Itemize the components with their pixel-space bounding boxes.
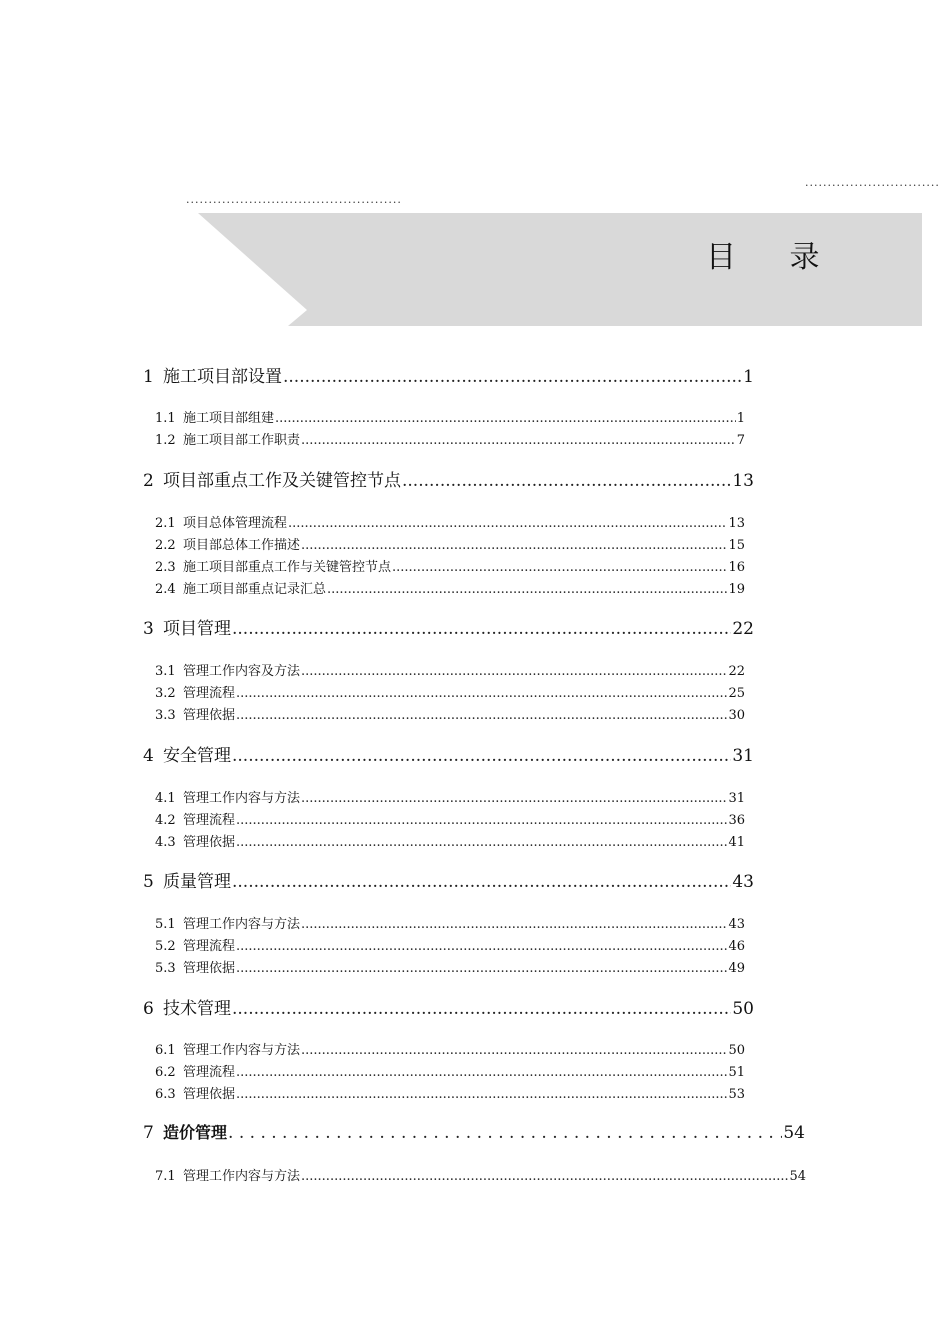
- toc-entry-4-2[interactable]: [155, 809, 745, 828]
- toc-entry-2[interactable]: [143, 466, 754, 491]
- toc-entry-2-3[interactable]: [155, 556, 745, 575]
- toc-page: 13: [732, 471, 754, 491]
- toc-entry-3-1[interactable]: [155, 660, 745, 679]
- toc-number: 3.3: [155, 708, 176, 723]
- toc-label: 施工项目部设置: [163, 367, 282, 387]
- toc-label: 管理依据: [183, 961, 236, 976]
- toc-entry-1-1[interactable]: [155, 407, 745, 426]
- toc-page: 51: [728, 1065, 745, 1080]
- toc-page: 46: [728, 939, 745, 954]
- toc-label: 管理工作内容与方法: [183, 1043, 301, 1058]
- toc-number: 5.2: [155, 939, 176, 954]
- toc-page: 36: [728, 813, 745, 828]
- toc-entry-7[interactable]: [143, 1120, 805, 1143]
- toc-leader: [236, 835, 727, 850]
- toc-leader: [236, 708, 727, 723]
- toc-entry-6-2[interactable]: [155, 1061, 745, 1080]
- toc-entry-6-1[interactable]: [155, 1039, 745, 1058]
- toc-page: 31: [728, 791, 745, 806]
- toc-leader: [236, 961, 727, 976]
- toc-number: 4.2: [155, 813, 176, 828]
- toc-number: 2.3: [155, 560, 176, 575]
- toc-number: 2.2: [155, 538, 176, 553]
- toc-label: 项目管理: [163, 619, 231, 639]
- toc-page: 54: [789, 1169, 806, 1184]
- toc-label: 施工项目部工作职责: [183, 433, 301, 448]
- toc-number: 5: [143, 872, 154, 892]
- toc-leader: [236, 939, 727, 954]
- toc-label: 管理工作内容与方法: [183, 917, 301, 932]
- toc-label: 施工项目部组建: [183, 411, 275, 426]
- toc-label: 项目部重点工作及关键管控节点: [163, 471, 401, 491]
- toc-page: 31: [732, 746, 754, 766]
- toc-page: 43: [728, 917, 745, 932]
- toc-leader: [402, 471, 731, 491]
- toc-entry-5-2[interactable]: [155, 935, 745, 954]
- toc-leader: [301, 917, 727, 932]
- toc-page: 54: [783, 1123, 805, 1143]
- toc-page: 49: [728, 961, 745, 976]
- toc-page: 41: [728, 835, 745, 850]
- toc-number: 5.3: [155, 961, 176, 976]
- page-title: 目 录: [706, 240, 842, 275]
- toc-number: 6.2: [155, 1065, 176, 1080]
- toc-leader: [236, 1065, 727, 1080]
- toc-number: 2.4: [155, 582, 176, 597]
- toc-number: 3.1: [155, 664, 176, 679]
- toc-page: 1: [736, 411, 745, 426]
- toc-page: 53: [728, 1087, 745, 1102]
- toc-label: 管理依据: [183, 835, 236, 850]
- toc-leader: [228, 1123, 782, 1143]
- toc-leader: [392, 560, 727, 575]
- toc-leader: [301, 791, 727, 806]
- toc-page: 1: [743, 367, 754, 387]
- toc-leader: [232, 999, 731, 1019]
- toc-entry-6[interactable]: [143, 994, 754, 1019]
- toc-leader: [232, 746, 731, 766]
- toc-label: 施工项目部重点记录汇总: [183, 582, 327, 597]
- toc-leader: [232, 619, 731, 639]
- toc-entry-5[interactable]: [143, 867, 754, 892]
- toc-page: 30: [728, 708, 745, 723]
- header-dots-left: ................................................: [186, 193, 402, 206]
- toc-number: 4.1: [155, 791, 176, 806]
- toc-page: 13: [728, 516, 745, 531]
- toc-entry-4[interactable]: [143, 741, 754, 766]
- toc-number: 3: [143, 619, 154, 639]
- toc-label: 安全管理: [163, 746, 231, 766]
- toc-label: 管理流程: [183, 939, 236, 954]
- toc-number: 4: [143, 746, 154, 766]
- toc-entry-2-2[interactable]: [155, 534, 745, 553]
- toc-page: 22: [728, 664, 745, 679]
- toc-entry-7-1[interactable]: [155, 1165, 806, 1184]
- toc-leader: [301, 538, 727, 553]
- toc-page: 25: [728, 686, 745, 701]
- toc-label: 管理流程: [183, 1065, 236, 1080]
- toc-number: 2: [143, 471, 154, 491]
- toc-label: 管理依据: [183, 1087, 236, 1102]
- toc-number: 1: [143, 367, 154, 387]
- toc-leader: [236, 1087, 727, 1102]
- toc-label: 管理工作内容及方法: [183, 664, 301, 679]
- toc-entry-3-3[interactable]: [155, 704, 745, 723]
- toc-number: 2.1: [155, 516, 176, 531]
- toc-number: 1.1: [155, 411, 176, 426]
- toc-page: 43: [732, 872, 754, 892]
- toc-label: 管理流程: [183, 686, 236, 701]
- toc-leader: [301, 1169, 788, 1184]
- toc-page: 16: [728, 560, 745, 575]
- toc-number: 3.2: [155, 686, 176, 701]
- toc-number: 7: [143, 1123, 154, 1143]
- toc-label: 造价管理: [163, 1123, 228, 1142]
- toc-number: 6.1: [155, 1043, 176, 1058]
- toc-leader: [288, 516, 727, 531]
- toc-entry-5-1[interactable]: [155, 913, 745, 932]
- toc-entry-3-2[interactable]: [155, 682, 745, 701]
- toc-label: 项目总体管理流程: [183, 516, 288, 531]
- toc-entry-6-3[interactable]: [155, 1083, 745, 1102]
- toc-label: 管理流程: [183, 813, 236, 828]
- toc-leader: [232, 872, 731, 892]
- toc-entry-5-3[interactable]: [155, 957, 745, 976]
- toc-page: 50: [732, 999, 754, 1019]
- toc-number: 6.3: [155, 1087, 176, 1102]
- toc-label: 质量管理: [163, 872, 231, 892]
- toc-page: 19: [728, 582, 745, 597]
- toc-leader: [236, 813, 727, 828]
- toc-leader: [301, 433, 736, 448]
- header-dots-right: ..............................: [805, 176, 940, 189]
- toc-leader: [275, 411, 736, 426]
- toc-label: 管理依据: [183, 708, 236, 723]
- toc-leader: [236, 686, 727, 701]
- toc-number: 7.1: [155, 1169, 176, 1184]
- toc-entry-1-2[interactable]: [155, 429, 745, 448]
- toc-label: 管理工作内容与方法: [183, 791, 301, 806]
- toc-leader: [283, 367, 742, 387]
- toc-label: 项目部总体工作描述: [183, 538, 301, 553]
- toc-page: 15: [728, 538, 745, 553]
- toc-leader: [327, 582, 727, 597]
- toc-leader: [301, 1043, 727, 1058]
- toc-entry-4-3[interactable]: [155, 831, 745, 850]
- toc-page: 50: [728, 1043, 745, 1058]
- toc-label: 技术管理: [163, 999, 231, 1019]
- toc-page: 22: [732, 619, 754, 639]
- toc-entry-1[interactable]: [143, 362, 754, 387]
- toc-number: 5.1: [155, 917, 176, 932]
- toc-number: 6: [143, 999, 154, 1019]
- toc-number: 4.3: [155, 835, 176, 850]
- toc-number: 1.2: [155, 433, 176, 448]
- toc-leader: [301, 664, 727, 679]
- toc-entry-2-1[interactable]: [155, 512, 745, 531]
- toc-entry-4-1[interactable]: [155, 787, 745, 806]
- toc-label: 管理工作内容与方法: [183, 1169, 301, 1184]
- toc-entry-3[interactable]: [143, 614, 754, 639]
- toc-entry-2-4[interactable]: [155, 578, 745, 597]
- toc-page: 7: [736, 433, 745, 448]
- toc-label: 施工项目部重点工作与关键管控节点: [183, 560, 392, 575]
